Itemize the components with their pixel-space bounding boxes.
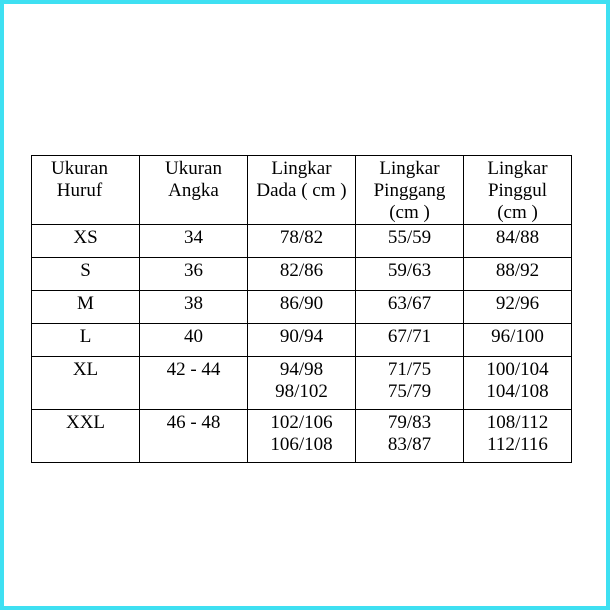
table-row [32, 258, 572, 291]
cell-waist: 63/67 [356, 291, 464, 324]
header-lingkar-pinggul: Lingkar Pinggul (cm ) [464, 156, 572, 225]
table-row [32, 357, 572, 410]
table-row [32, 225, 572, 258]
cell-waist: 79/83 83/87 [356, 410, 464, 463]
cell-chest: 78/82 [248, 225, 356, 258]
cell-waist: 55/59 [356, 225, 464, 258]
header-ukuran-angka: Ukuran Angka [140, 156, 248, 225]
cell-size-number: 42 - 44 [140, 357, 248, 410]
cell-size-number: 40 [140, 324, 248, 357]
cell-waist: 67/71 [356, 324, 464, 357]
cell-hip: 88/92 [464, 258, 572, 291]
cell-hip: 100/104 104/108 [464, 357, 572, 410]
header-ukuran-huruf: Ukuran Huruf [32, 156, 140, 225]
cell-waist: 71/75 75/79 [356, 357, 464, 410]
cell-size-letter: XL [32, 357, 140, 410]
cell-chest: 94/98 98/102 [248, 357, 356, 410]
cell-size-letter: S [32, 258, 140, 291]
size-chart-table [31, 155, 572, 463]
cell-hip: 84/88 [464, 225, 572, 258]
cell-size-number: 46 - 48 [140, 410, 248, 463]
cell-size-letter: M [32, 291, 140, 324]
cell-size-letter: L [32, 324, 140, 357]
cell-size-number: 36 [140, 258, 248, 291]
header-lingkar-pinggang: Lingkar Pinggang (cm ) [356, 156, 464, 225]
cell-chest: 82/86 [248, 258, 356, 291]
table-row [32, 410, 572, 463]
header-row [32, 156, 572, 225]
table-row [32, 291, 572, 324]
cell-size-number: 34 [140, 225, 248, 258]
cell-chest: 86/90 [248, 291, 356, 324]
table-row [32, 324, 572, 357]
cell-size-number: 38 [140, 291, 248, 324]
cell-hip: 108/112 112/116 [464, 410, 572, 463]
cell-chest: 90/94 [248, 324, 356, 357]
cell-size-letter: XXL [32, 410, 140, 463]
cell-chest: 102/106 106/108 [248, 410, 356, 463]
cell-hip: 96/100 [464, 324, 572, 357]
header-lingkar-dada: Lingkar Dada ( cm ) [248, 156, 356, 225]
cell-hip: 92/96 [464, 291, 572, 324]
cell-waist: 59/63 [356, 258, 464, 291]
cell-size-letter: XS [32, 225, 140, 258]
